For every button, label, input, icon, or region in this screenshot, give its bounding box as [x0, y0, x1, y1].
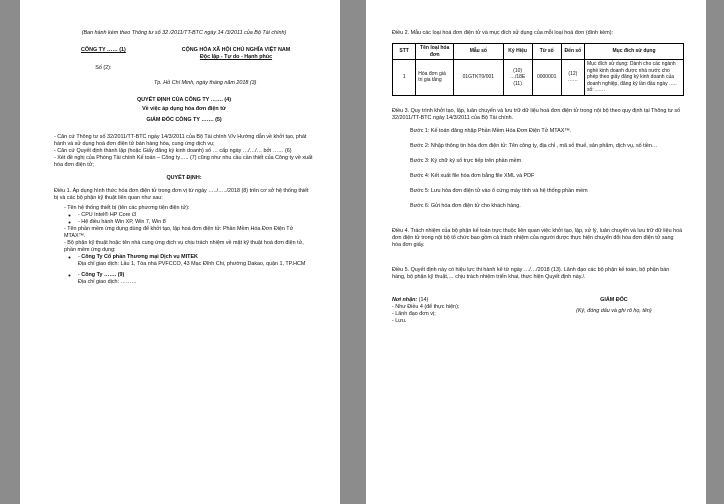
- table-header: Tên loại hóa đơn: [416, 44, 454, 60]
- table-cell: 0000001: [532, 60, 561, 96]
- article-2: Điều 2. Mẫu các loại hoá đơn điện tử và mục đích sử dụng của mỗi loại hoá đơn (đính kèm):: [392, 30, 614, 36]
- recipient-item: - Như Điều 4 (để thực hiện);: [392, 304, 532, 311]
- article-1-items: [54, 205, 314, 286]
- table-header-row: [393, 44, 684, 60]
- document-page-1: [20, 0, 340, 504]
- list-item: - ◦ Công Ty ……. (9) Địa chỉ giao dịch: ………: [78, 272, 314, 286]
- table-header: Đến số: [561, 44, 584, 60]
- signature-section: [392, 297, 684, 325]
- decision-title: QUYẾT ĐỊNH CỦA CÔNG TY ……. (4): [136, 97, 232, 104]
- header-note: (Ban hành kèm theo Thông tư số 32 /2011/TT-BTC ngày 14 /3/2011 của Bộ Tài chính): [81, 30, 287, 36]
- recipients-mark: (14): [418, 296, 429, 303]
- recipient-item: - Lãnh đạo đơn vị;: [392, 311, 532, 318]
- republic-title: CỘNG HÒA XÃ HỘI CHỦ NGHĨA VIỆT NAM: [181, 47, 291, 54]
- procedure-step: Bước 2: Nhập thông tin hóa đơn điện tử: Tên công ty, địa chỉ , mã số thuế, sản phẩm, dịch vụ, số tiền…: [410, 142, 658, 149]
- signer-title: GIÁM ĐỐC: [600, 296, 628, 303]
- decision-subject: Về việc áp dụng hóa đơn điện tử: [142, 106, 226, 113]
- list-item: - Bộ phận kỹ thuật hoặc tên nhà cung ứng dịch vụ chịu trách nhiệm về mặt kỹ thuật hoá đơn điện tử, phần mềm ứng dụng: - ◦ Công Ty Cổ phần Thương mại Dịch vụ MITEK Địa chỉ giao dịch: Lầu 1, Tòa nhà PVFCCO, 43 Mạc Đĩnh Chi, phường Dakao, quận 1, TP.HCM - ◦ Công Ty ……. (9) Địa chỉ giao dịch: ………: [64, 240, 314, 286]
- signer-block: [544, 297, 684, 325]
- table-cell: 01GTKT0/001: [454, 60, 503, 96]
- list-item: - ◦ Hệ điều hành Win XP, Win 7, Win 8: [78, 219, 314, 226]
- recipients-block: [392, 297, 532, 325]
- basis-list: [54, 134, 314, 169]
- list-item: - ◦ CPU Intel® HP Core i3: [78, 212, 314, 219]
- signer-note: (Ký, đóng dấu và ghi rõ họ, tên): [576, 307, 652, 314]
- basis-item: - Xét đề nghị của Phòng Tài chính Kế toán – Công ty….. (7) cũng như nhu cầu cần thiết của Công ty về xuất hóa đơn điện tử;: [54, 155, 313, 169]
- company-name: CÔNG TY …… (1): [80, 47, 126, 54]
- procedure-step: Bước 6: Gửi hóa đơn điện tử cho khách hàng.: [410, 202, 521, 209]
- procedure-step: Bước 3: Ký chữ ký số trực tiếp trên phần mềm: [410, 157, 522, 164]
- table-cell: (12) ……: [561, 60, 584, 96]
- table-header: STT: [393, 44, 416, 60]
- director-title: GIÁM ĐỐC CÔNG TY ……. (5): [146, 117, 222, 124]
- decides-heading: QUYẾT ĐỊNH:: [166, 175, 202, 182]
- letterhead: [54, 47, 314, 61]
- article-5: Điều 5. Quyết định này có hiệu lực thi hành kể từ ngày …/…/2018 (13). Lãnh đạo các bộ phận kế toán, bộ phận bán hàng, bộ phận kỹ thuật,… chịu trách nhiệm triển khai, thực hiện Quyết định này./.: [392, 266, 670, 280]
- table-cell: Hóa đơn giá trị gia tăng: [416, 60, 454, 96]
- place-date: Tp. Hồ Chí Minh, ngày tháng năm 2018 (3): [154, 80, 257, 87]
- recipients-title: Nơi nhận:: [392, 296, 418, 303]
- table-header: Từ số: [532, 44, 561, 60]
- table-cell: Mục đích sử dụng: Dành cho các ngành nghề kinh doanh được nhà nước cho phép theo giấy đăng ký kinh doanh của doanh nghiệp, đăng ký lần đầu ngày ….. số: ……: [585, 60, 684, 96]
- table-header: Mục đích sử dụng: [585, 44, 684, 60]
- document-page-2: [366, 0, 706, 504]
- procedure-steps: [392, 128, 684, 210]
- list-item: - ◦ Công Ty Cổ phần Thương mại Dịch vụ MITEK Địa chỉ giao dịch: Lầu 1, Tòa nhà PVFCCO, 43 Mạc Đĩnh Chi, phường Dakao, quận 1, TP.HCM: [78, 254, 314, 268]
- list-item: - Tên hệ thống thiết bị (tên các phương tiện điện tử): - ◦ CPU Intel® HP Core i3 - ◦ Hệ điều hành Win XP, Win 7, Win 8: [64, 205, 314, 226]
- table-row: [393, 60, 684, 96]
- basis-item: - Căn cứ Thông tư số 32/2011/TT-BTC ngày 14/3/2011 của Bộ Tài chính V/v Hướng dẫn về khởi tạo, phát hành và sử dụng hoá đơn điện tử bán hàng hóa, cung ứng dịch vụ;: [54, 134, 307, 148]
- motto: Độc lập - Tự do - Hạnh phúc: [199, 54, 273, 61]
- recipient-item: - Lưu.: [392, 318, 532, 325]
- table-header: Ký Hiệu: [503, 44, 532, 60]
- table-cell: 1: [393, 60, 416, 96]
- document-number: Số (2):: [95, 65, 112, 72]
- procedure-step: Bước 4: Kết xuất file hóa đơn bằng file XML và PDF: [410, 172, 535, 179]
- procedure-step: Bước 1: Kế toán đăng nhập Phần Mềm Hóa Đơn Điện Tử MTAX™.: [410, 127, 572, 134]
- table-cell: (10) …/18E (11): [503, 60, 532, 96]
- basis-item: - Căn cứ Quyết định thành lập (hoặc Giấy đăng ký kinh doanh) số … cấp ngày …/…/… bởi …… (6): [54, 148, 292, 155]
- invoice-type-table: [392, 43, 684, 96]
- table-header: Mẫu số: [454, 44, 503, 60]
- article-1: Điều 1. Áp dụng hình thức hóa đơn điện tử trong đơn vị từ ngày …../…../2018 (8) trên cơ sở hệ thống thiết bị và các bộ phận kỹ thuật liên quan như sau:: [54, 188, 309, 202]
- list-item: - Tên phần mềm ứng dụng dùng để khởi tạo, lập hoá đơn điện tử: Phần Mềm Hóa Đơn Điện Tử MTAX™.: [64, 226, 314, 240]
- procedure-step: Bước 5: Lưu hóa đơn điện tử vào ổ cứng máy tính và hệ thống phần mềm: [410, 187, 588, 194]
- article-3: Điều 3. Quy trình khởi tạo, lập, luân chuyển và lưu trữ dữ liệu hoá đơn điện tử trong nội bộ theo quy định tại Thông tư số 32/2011/TT-BTC ngày 14/3/2011 của Bộ Tài chính.: [392, 107, 681, 121]
- article-4: Điều 4. Trách nhiệm của bộ phận kế toán trực thuộc liên quan việc khởi tạo, lập, xử lý, luân chuyển và lưu trữ dữ liệu hoá đơn điện tử trong nội bộ tổ chức bao gồm cả trách nhiệm của người được thực hiện chuyển đổi hóa đơn điện tử sang hóa đơn giấy.: [392, 227, 683, 248]
